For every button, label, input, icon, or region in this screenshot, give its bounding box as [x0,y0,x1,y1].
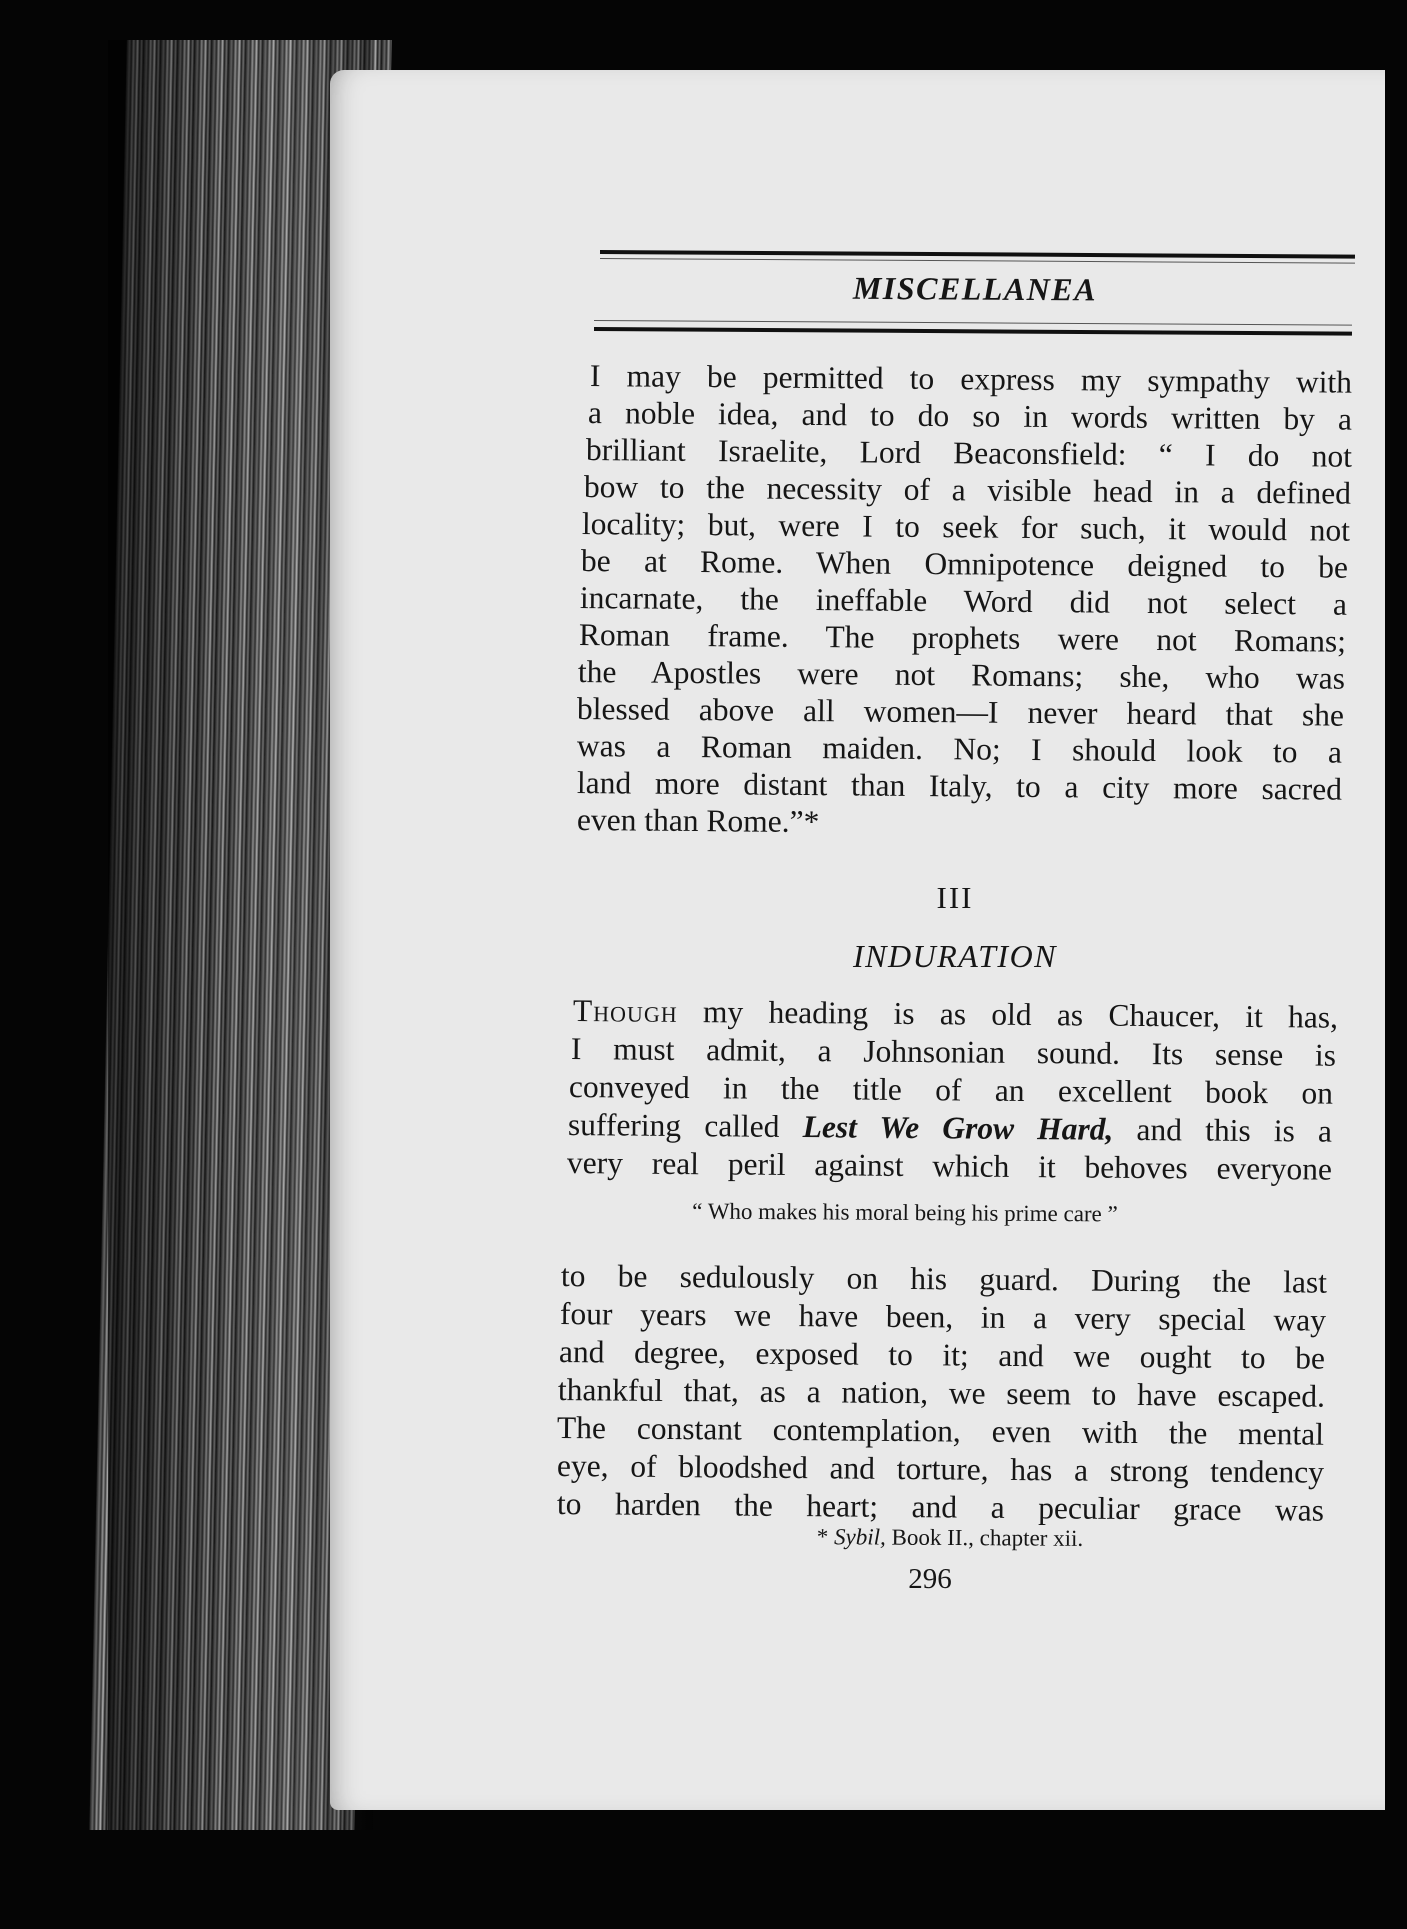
footnote-title: Sybil, [833,1524,886,1550]
text-line: very real peril against which it behoves everyone [566,1145,1333,1187]
header-rule-bottom [594,327,1352,336]
footnote-text: Book II., chapter xii. [885,1524,1084,1551]
text-line: eye, of bloodshed and torture, has a strong tendency [556,1448,1325,1490]
header-rule-bottom-thin [594,320,1352,326]
page-number: 296 [908,1563,952,1595]
text-line: conveyed in the title of an excellent book on [568,1069,1334,1111]
text-line: be at Rome. When Omnipotence deigned to be [580,543,1349,585]
text-line: brilliant Israelite, Lord Beaconsfield: “ I do not [585,432,1353,474]
text-line: thankful that, as a nation, we seem to have escaped. [557,1372,1326,1414]
section-title: INDURATION [852,938,1058,974]
text-line: was a Roman maiden. No; I should look to a [576,728,1343,770]
section-number: III [936,880,974,915]
text-line: I must admit, a Johnsonian sound. Its sense is [570,1031,1337,1073]
text-line: four years we have been, in a very special way [559,1296,1327,1338]
text-line: blessed above all women—I never heard that she [576,691,1345,733]
text-line: locality; but, were I to seek for such, it would not [581,506,1351,548]
footnote-marker: * [816,1524,835,1550]
text-line: and degree, exposed to it; and we ought to be [558,1334,1326,1376]
text-line: to harden the heart; and a peculiar grace was [556,1486,1325,1528]
text-line: I may be permitted to express my sympathy with [589,358,1353,400]
text-fragment: and this is a [1113,1111,1333,1149]
text-line: The constant contemplation, even with the mental [556,1410,1325,1452]
text-line: to be sedulously on his guard. During the last [560,1258,1328,1300]
text-line: land more distant than Italy, to a city more sacred [576,765,1343,807]
text-line-last: even than Rome.”* [576,802,820,840]
running-head: MISCELLANEA [852,269,1098,308]
header-rule-top [600,250,1355,259]
text-line: bow to the necessity of a visible head in a defined [583,469,1352,511]
footnote [600,1523,1300,1554]
header-rule-top-thin [600,258,1355,264]
text-line: Roman frame. The prophets were not Romans; [578,617,1347,659]
inset-quote: “ Who makes his moral being his prime care ” [692,1198,1118,1227]
drop-word: Though [572,993,678,1029]
text-fragment: my heading is as old as Chaucer, it has, [677,993,1339,1035]
text-line [573,993,1338,1036]
text-line: a noble idea, and to do so in words written by a [587,395,1353,437]
text-line: the Apostles were not Romans; she, who was [577,654,1346,696]
text-line: incarnate, the ineffable Word did not select a [579,580,1348,622]
text-fragment: suffering called [567,1107,803,1145]
book-title: Lest We Grow Hard, [802,1109,1114,1147]
text-line [568,1107,1332,1150]
